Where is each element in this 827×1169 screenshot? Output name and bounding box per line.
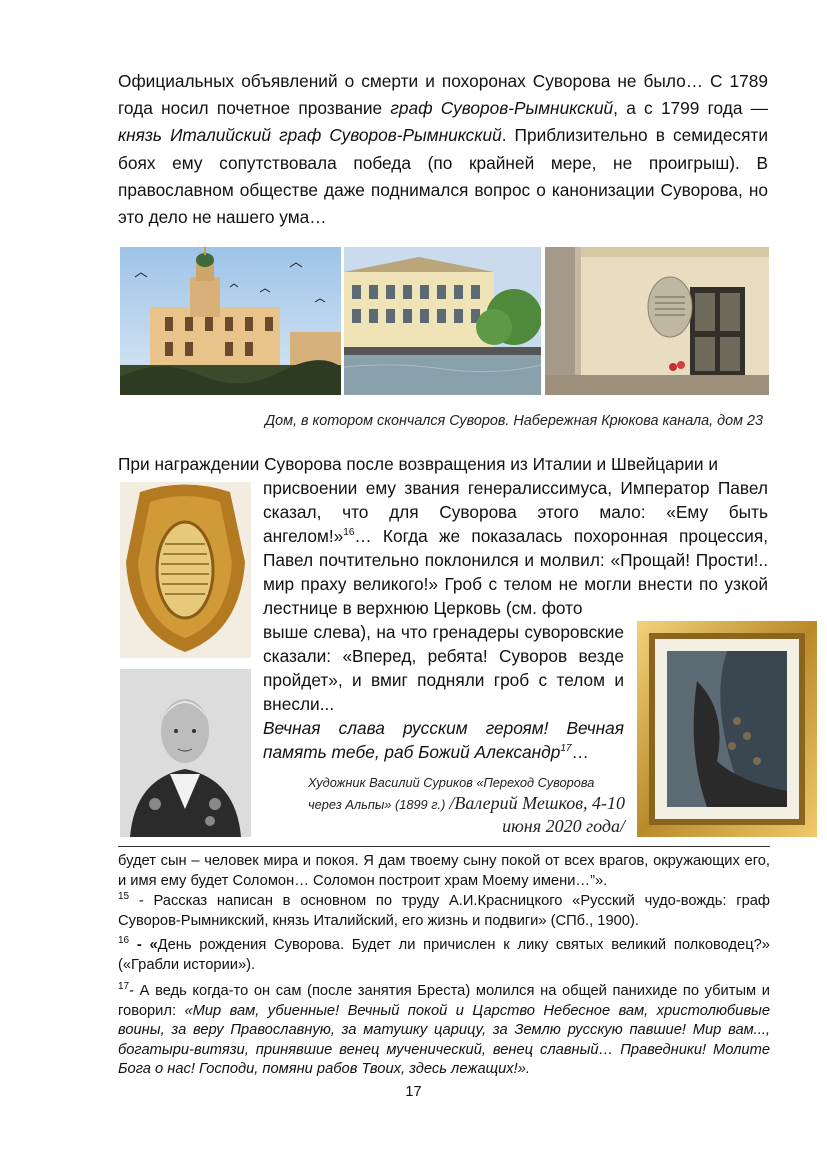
paragraph-2-italic-text: Вечная слава русским героям! Вечная память тебе, раб Божий Александр xyxy=(263,718,624,762)
footnote-16-number: 16 xyxy=(118,935,130,947)
intro-text-1: Официальных объявлений о смерти и похоронах Суворова не было… С 1789 года носил почетное прозвание xyxy=(118,71,768,119)
paragraph-2-text-2: … Когда же показалась похоронная процессия, Павел почтительно поклонился и молвил: «Прощай! Прости!.. мир праху великого!» Гроб с телом не могли внести по узкой лестнице в верхнюю Церковь (см. фото xyxy=(263,526,768,618)
paragraph-2-narrow: выше слева), на что гренадеры суворовские сказали: «Вперед, ребята! Суворов везде пройдет», и вмиг подняли гроб с телом и внесли... xyxy=(263,622,624,714)
author-signature: /Валерий Мешков, 4-10 июня 2020 года/ xyxy=(449,793,625,836)
footnote-15-text: - Рассказ написан в основном по труду А.И.Красницкого «Русский чудо-вождь: граф Суворов-Рымникский, князь Италийский, его жизнь и подвиги» (СПб., 1900). xyxy=(118,893,770,929)
paragraph-2-body xyxy=(263,476,768,620)
painting-caption-text: Художник Василий Суриков «Переход Суворова через Альпы» (1899 г.) xyxy=(308,775,595,812)
footnote-separator xyxy=(118,846,770,847)
golden-plaque-image xyxy=(120,482,251,658)
footnote-ref-17: 17 xyxy=(560,743,572,755)
footnote-15-number: 15 xyxy=(118,891,130,903)
footnote-17-quote: «Мир вам, убиенные! Вечный покой и Царство Небесное вам, христолюбивые воины, за веру Православную, за матушку царицу, за Землю русскую павшие! Мир вам..., богатыри-витязи, принявшие венец мученический, венец славный… Праведники! Молите Бога о нас! Господи, помяни рабов Твоих, здесь лежащих!». xyxy=(118,1002,770,1077)
paragraph-2-text-1: присвоении ему звания генералиссимуса, Император Павел сказал, что для Суворова этого мало: «Ему быть ангелом!» xyxy=(263,478,768,546)
intro-title-1: граф Суворов-Рымникский xyxy=(390,98,614,119)
footnote-continuation: будет сын – человек мира и покоя. Я дам твоему сыну покой от всех врагов, окружающих его, и имя ему будет Соломон… Соломон построит храм Моему имени…”». xyxy=(118,853,770,889)
footnote-17-number: 17 xyxy=(118,981,130,993)
intro-paragraph xyxy=(118,68,768,231)
suvorov-alps-painting xyxy=(637,621,817,837)
footnote-17-text: - А ведь когда-то он сам (после занятия Бреста) молился на общей панихиде по убитым и говорил: xyxy=(118,983,770,1019)
footnote-17 xyxy=(118,982,770,1080)
intro-title-2: князь Италийский граф Суворов-Рымникский xyxy=(118,125,502,146)
photos-caption: Дом, в котором скончался Суворов. Набережная Крюкова канала, дом 23 xyxy=(265,413,763,429)
footnote-16-dash: - « xyxy=(129,937,158,953)
intro-text-3: . Приблизительно в семидесяти боях ему сопутствовала победа (по крайней мере, не проигрыш). В православном обществе даже поднимался вопрос о канонизации Суворова, но это дело не нашего ума… xyxy=(118,125,768,228)
footnote-15 xyxy=(118,892,770,931)
church-photo xyxy=(120,247,341,395)
paragraph-2-line-1: При награждении Суворова после возвращения из Италии и Швейцарии и xyxy=(118,454,718,474)
suvorov-portrait xyxy=(120,669,251,837)
footnote-ref-16: 16 xyxy=(343,527,355,539)
page-number: 17 xyxy=(405,1084,422,1100)
paragraph-2-ellipsis: … xyxy=(571,742,589,762)
paragraph-2-italic xyxy=(263,716,624,764)
footnote-16-text: День рождения Суворова. Будет ли причислен к лику святых великий полководец?» («Грабли истории»). xyxy=(118,937,770,973)
intro-text-2: , а с 1799 года — xyxy=(613,98,768,119)
memorial-plaque-photo xyxy=(545,247,769,395)
canal-house-photo xyxy=(344,247,541,395)
footnote-16 xyxy=(118,936,770,975)
